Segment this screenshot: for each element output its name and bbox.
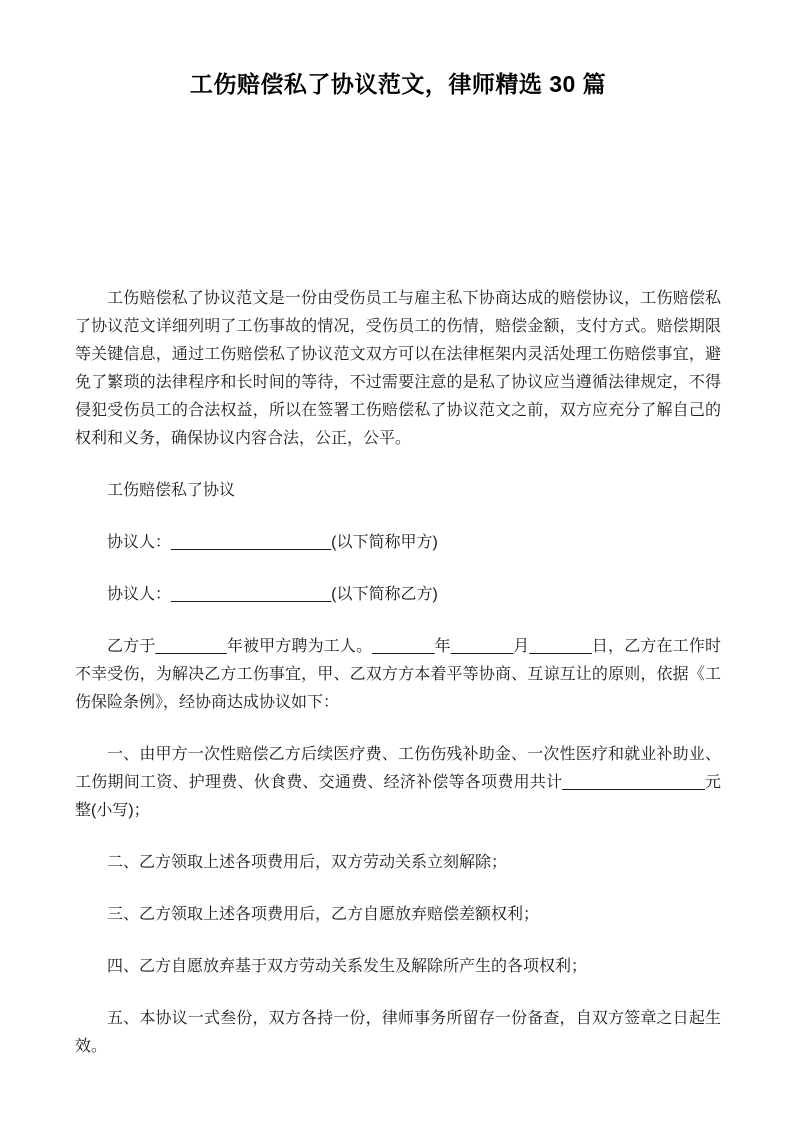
paragraph-preamble: 乙方于________年被甲方聘为工人。_______年_______月_______日，乙方在工作时不幸受伤，为解决乙方工伤事宜，甲、乙双方方本着平等协商、互谅互让的原则，依据《工伤保险条例》，经协商达成协议如下：	[75, 638, 721, 711]
paragraph-party-a-line: 协议人：__________________(以下简称甲方)	[107, 534, 438, 551]
paragraph-clause-2: 二、乙方领取上述各项费用后，双方劳动关系立刻解除；	[107, 854, 508, 871]
paragraph-intro: 工伤赔偿私了协议范文是一份由受伤员工与雇主私下协商达成的赔偿协议，工伤赔偿私了协议范文详细列明了工伤事故的情况，受伤员工的伤情，赔偿金额，支付方式。赔偿期限等关键信息，通过工伤赔偿私了协议范文双方可以在法律框架内灵活处理工伤赔偿事宜，避免了繁琐的法律程序和长时间的等待，不过需要注意的是私了协议应当遵循法律规定，不得侵犯受伤员工的合法权益，所以在签署工伤赔偿私了协议范文之前，双方应充分了解自己的权利和义务，确保协议内容合法，公正，公平。	[75, 290, 721, 447]
paragraph-agreement-heading: 工伤赔偿私了协议	[107, 482, 236, 499]
paragraph-party-b-line: 协议人：__________________(以下简称乙方)	[107, 586, 438, 603]
paragraph-clause-1: 一、由甲方一次性赔偿乙方后续医疗费、工伤伤残补助金、一次性医疗和就业补助业、工伤期间工资、护理费、伙食费、交通费、经济补偿等各项费用共计________________元整(小写)；	[75, 746, 721, 819]
paragraph-clause-5: 五、本协议一式叁份，双方各持一份，律师事务所留存一份备查，自双方签章之日起生效。	[75, 1010, 721, 1055]
paragraph-clause-4: 四、乙方自愿放弃基于双方劳动关系发生及解除所产生的各项权利；	[107, 958, 588, 975]
page-title: 工伤赔偿私了协议范文，律师精选 30 篇	[189, 71, 607, 97]
paragraph-clause-3: 三、乙方领取上述各项费用后，乙方自愿放弃赔偿差额权利；	[107, 906, 540, 923]
